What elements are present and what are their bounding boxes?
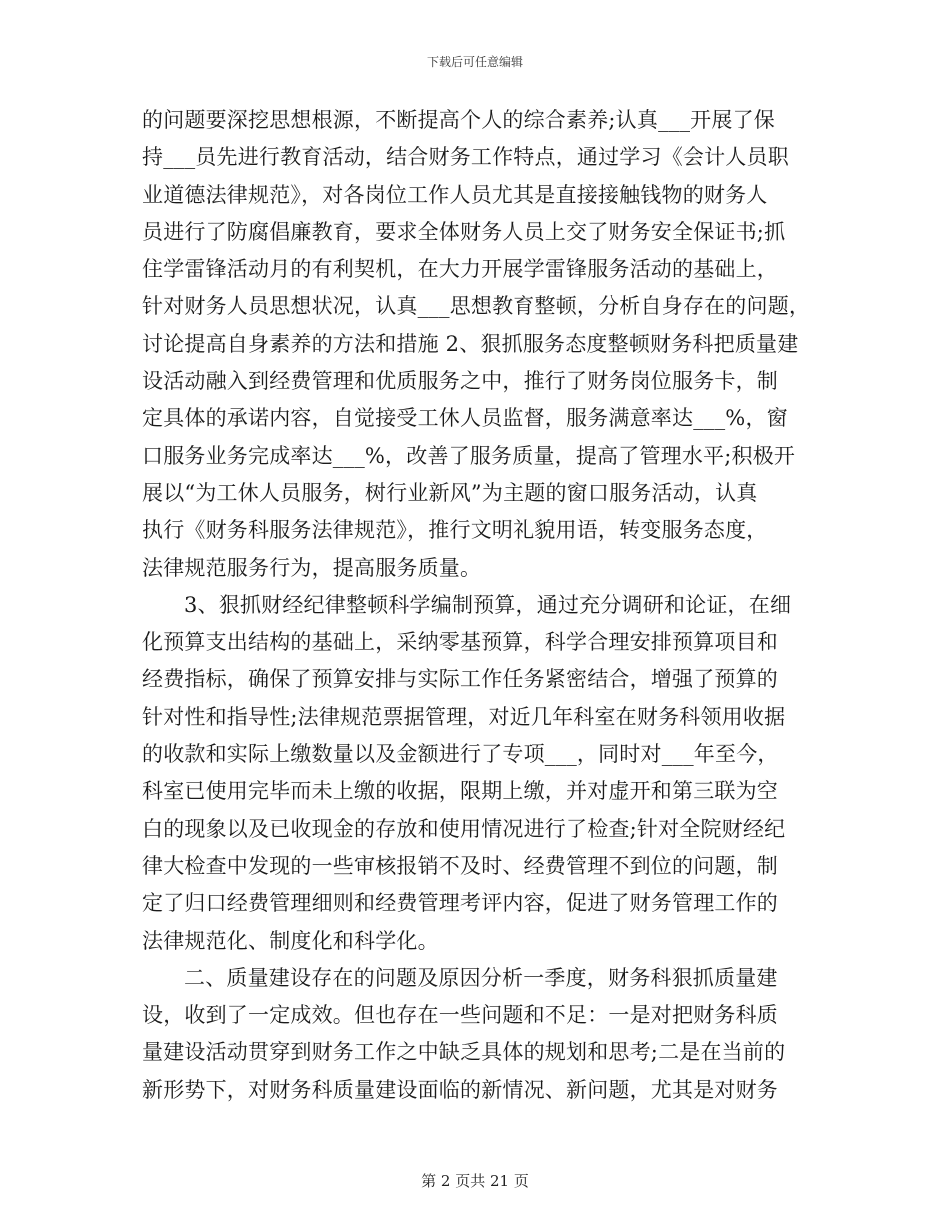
page-number-footer: 第 2 页共 21 页 — [421, 1172, 529, 1190]
paragraph-start-line: 3、狠抓财经纪律整顿科学编制预算，通过充分调研和论证，在细 — [184, 592, 792, 617]
text-line: 展以“为工休人员服务，树行业新风”为主题的窗口服务活动，认真 — [142, 480, 758, 505]
text-line: 定具体的承诺内容，自觉接受工休人员监督，服务满意率达___%，窗 — [142, 406, 788, 431]
text-line: 新形势下，对财务科质量建设面临的新情况、新问题，尤其是对财务 — [142, 1077, 778, 1102]
text-line: 量建设活动贯穿到财务工作之中缺乏具体的规划和思考;二是在当前的 — [142, 1040, 786, 1065]
text-line: 白的现象以及已收现金的存放和使用情况进行了检查;针对全院财经纪 — [142, 816, 786, 841]
text-line: 针对财务人员思想状况，认真___思想教育整顿，分析自身存在的问题， — [142, 294, 811, 319]
text-line: 法律规范化、制度化和科学化。 — [142, 928, 439, 953]
text-line: 执行《财务科服务法律规范》，推行文明礼貌用语，转变服务态度， — [142, 518, 768, 543]
text-line: 住学雷锋活动月的有利契机，在大力开展学雷锋服务活动的基础上， — [142, 257, 778, 282]
text-line: 设活动融入到经费管理和优质服务之中，推行了财务岗位服务卡，制 — [142, 369, 778, 394]
text-line: 持___员先进行教育活动，结合财务工作特点，通过学习《会计人员职 — [142, 145, 789, 170]
text-line: 律大检查中发现的一些审核报销不及时、经费管理不到位的问题，制 — [142, 853, 778, 878]
text-line: 设，收到了一定成效。但也存在一些问题和不足：一是对把财务科质 — [142, 1003, 778, 1028]
text-line: 经费指标，确保了预算安排与实际工作任务紧密结合，增强了预算的 — [142, 667, 778, 692]
text-line: 定了归口经费管理细则和经费管理考评内容，促进了财务管理工作的 — [142, 891, 778, 916]
text-line: 法律规范服务行为，提高服务质量。 — [142, 555, 482, 580]
text-line: 针对性和指导性;法律规范票据管理，对近几年科室在财务科领用收据 — [142, 704, 786, 729]
text-line: 业道德法律规范》，对各岗位工作人员尤其是直接接触钱物的财务人 — [142, 182, 768, 207]
text-line: 化预算支出结构的基础上，采纳零基预算，科学合理安排预算项目和 — [142, 630, 778, 655]
text-line: 讨论提高自身素养的方法和措施 2、狠抓服务态度整顿财务科把质量建 — [142, 331, 799, 356]
document-body — [142, 102, 842, 1109]
text-line: 员进行了防腐倡廉教育，要求全体财务人员上交了财务安全保证书;抓 — [142, 219, 786, 244]
text-line: 的收款和实际上缴数量以及金额进行了专项___，同时对___年至今， — [142, 742, 779, 767]
text-line: 科室已使用完毕而未上缴的收据，限期上缴，并对虚开和第三联为空 — [142, 779, 778, 804]
text-line: 口服务业务完成率达___%，改善了服务质量，提高了管理水平;积极开 — [142, 443, 796, 468]
paragraph-start-line: 二、质量建设存在的问题及原因分析一季度，财务科狠抓质量建 — [184, 965, 778, 990]
page-header: 下载后可任意编辑 — [426, 55, 523, 69]
text-line: 的问题要深挖思想根源，不断提高个人的综合素养;认真___开展了保 — [142, 108, 775, 132]
